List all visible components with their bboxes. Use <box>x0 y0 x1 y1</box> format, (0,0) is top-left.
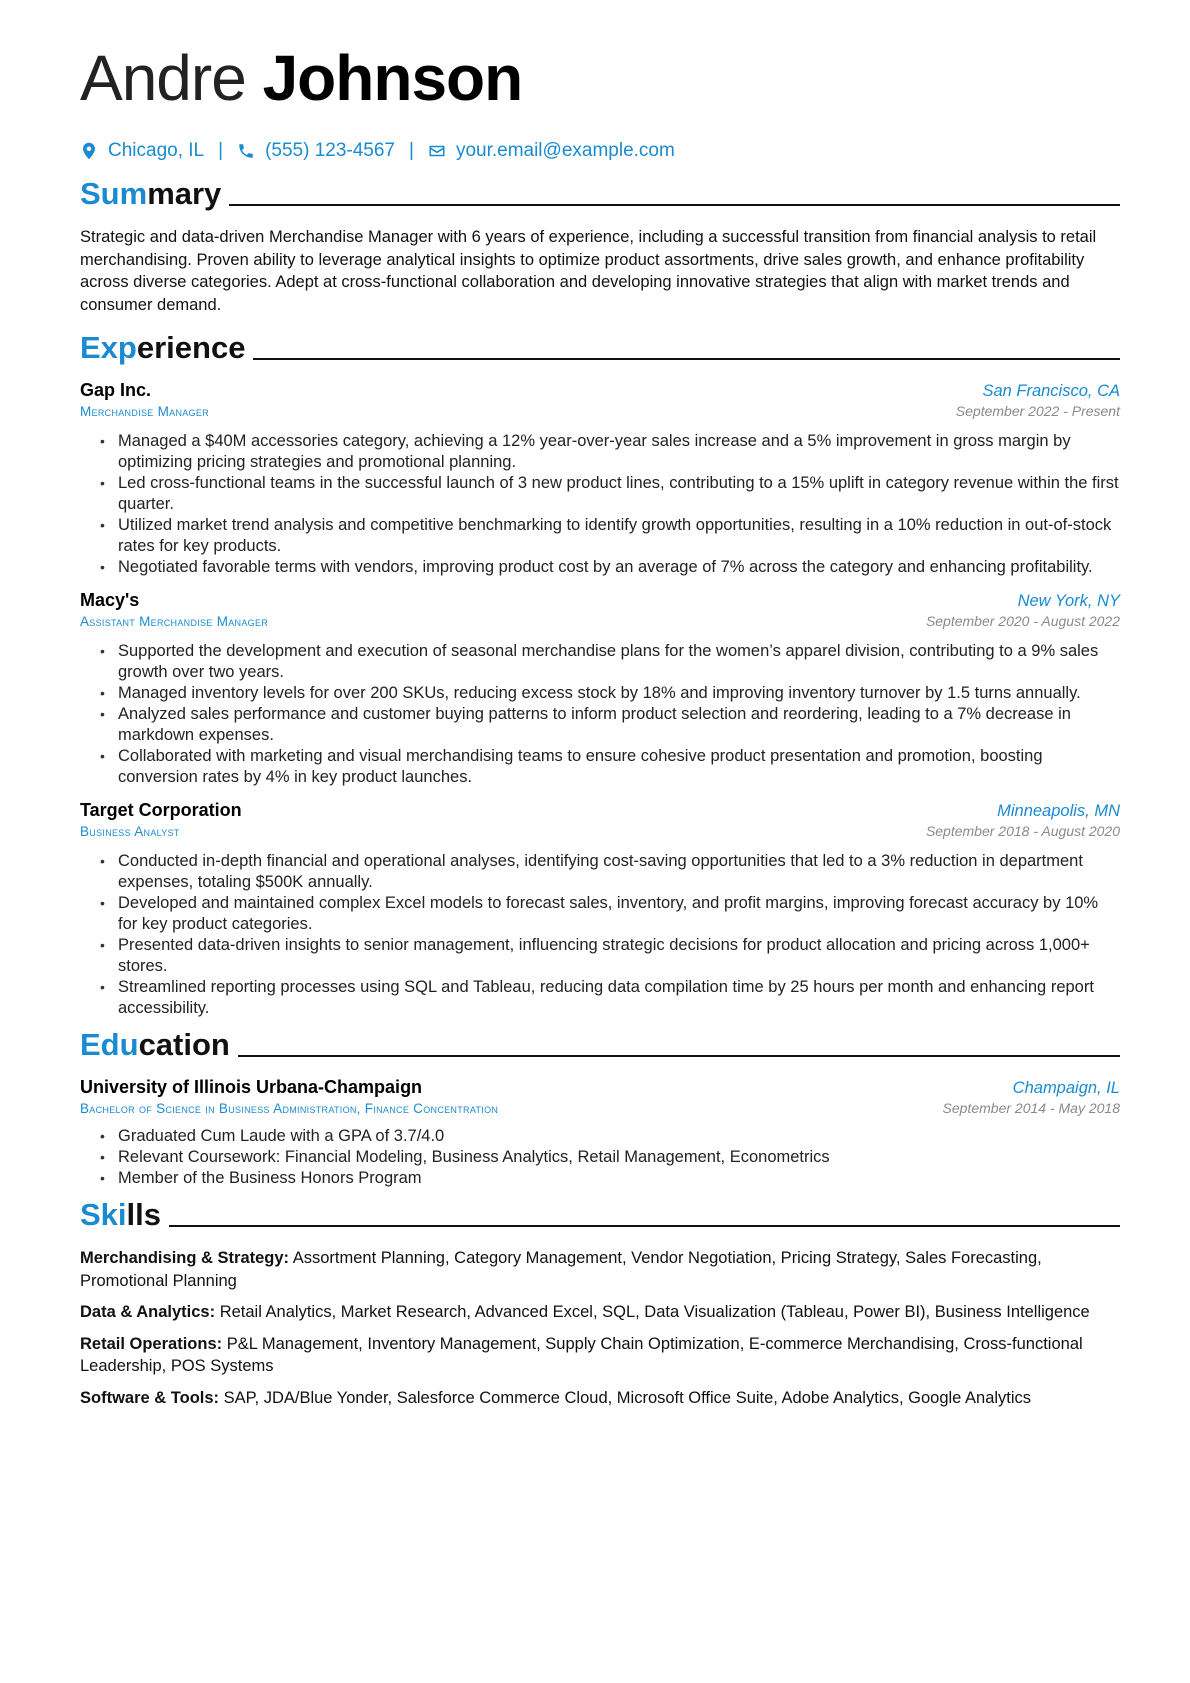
list-item: • Managed a $40M accessories category, achieving a 12% year-over-year sales increase and a 5% improvement in gross margin by optimizing pricing strategies and promotional planning. <box>100 431 1120 473</box>
skill-group <box>80 1387 1120 1410</box>
phone-text: (555) 123-4567 <box>265 140 395 161</box>
list-item: • Analyzed sales performance and customer buying patterns to inform product selection and reordering, leading to a 7% decrease in markdown expenses. <box>100 704 1120 746</box>
list-item: • Collaborated with marketing and visual merchandising teams to ensure cohesive product presentation and promotion, boosting conversion rates by 4% in key product launches. <box>100 746 1120 788</box>
company-name: Gap Inc. <box>80 380 152 400</box>
job-entry <box>80 590 1120 788</box>
job-title: Business Analyst <box>80 824 180 839</box>
section-rule <box>238 1055 1120 1057</box>
education-entry <box>80 1077 1120 1189</box>
phone-icon <box>237 142 255 160</box>
list-item: • Relevant Coursework: Financial Modeling, Business Analytics, Retail Management, Econometrics <box>100 1147 1120 1168</box>
skill-group <box>80 1301 1120 1324</box>
map-pin-icon <box>80 142 98 160</box>
education-heading <box>80 1025 1120 1065</box>
company-name: Target Corporation <box>80 800 242 820</box>
degree: Bachelor of Science in Business Administration, Finance Concentration <box>80 1101 499 1116</box>
list-item: • Member of the Business Honors Program <box>100 1168 1120 1189</box>
skill-label: Software & Tools: <box>80 1388 220 1407</box>
list-item: • Led cross-functional teams in the successful launch of 3 new product lines, contributing to a 15% uplift in category revenue within the first quarter. <box>100 473 1120 515</box>
job-location: San Francisco, CA <box>982 382 1120 400</box>
job-bullets <box>80 431 1120 578</box>
list-item: • Conducted in-depth financial and operational analyses, identifying cost-saving opportunities that led to a 3% reduction in department expenses, totaling $500K annually. <box>100 851 1120 893</box>
skills-heading <box>80 1195 1120 1235</box>
skill-label: Retail Operations: <box>80 1334 223 1353</box>
contact-phone[interactable] <box>237 140 395 162</box>
company-name: Macy's <box>80 590 140 610</box>
skill-label: Data & Analytics: <box>80 1303 216 1321</box>
section-title: Education <box>80 1027 230 1062</box>
section-title: Skills <box>80 1197 161 1232</box>
email-text: your.email@example.com <box>455 140 675 161</box>
experience-heading <box>80 328 1120 368</box>
job-bullets <box>80 641 1120 788</box>
job-location: Minneapolis, MN <box>997 802 1120 820</box>
education-bullets <box>80 1126 1120 1189</box>
contact-location <box>80 140 204 162</box>
location-text: Chicago, IL <box>108 140 205 161</box>
section-title: Experience <box>80 330 246 365</box>
contact-separator: | <box>218 140 224 161</box>
list-item: • Utilized market trend analysis and competitive benchmarking to identify growth opportunities, resulting in a 10% reduction in out-of-stock rates for key products. <box>100 515 1120 557</box>
school-location: Champaign, IL <box>1012 1079 1120 1097</box>
list-item: • Supported the development and execution of seasonal merchandise plans for the women’s apparel division, contributing to a 9% sales growth over two years. <box>100 641 1120 683</box>
skill-list: Retail Analytics, Market Research, Advanced Excel, SQL, Data Visualization (Tableau, Power BI), Business Intelligence <box>219 1303 1090 1321</box>
contact-email[interactable] <box>428 140 675 162</box>
contact-line <box>80 136 1120 166</box>
envelope-icon <box>428 142 446 160</box>
list-item: • Negotiated favorable terms with vendors, improving product cost by an average of 7% across the category and enhancing profitability. <box>100 557 1120 578</box>
list-item: • Managed inventory levels for over 200 SKUs, reducing excess stock by 18% and improving inventory turnover by 1.5 turns annually. <box>100 683 1120 704</box>
skill-group <box>80 1247 1120 1292</box>
job-title: Merchandise Manager <box>80 404 209 419</box>
summary-text: Strategic and data-driven Merchandise Manager with 6 years of experience, including a successful transition from financial analysis to retail merchandising. Proven ability to leverage analytical insights to optimize product assortments, drive sales growth, and enhance profitability across diverse categories. Adept at cross-functional collaboration and developing innovative strategies that align with market trends and consumer demand. <box>80 228 1097 314</box>
job-entry <box>80 380 1120 578</box>
skill-list: P&L Management, Inventory Management, Supply Chain Optimization, E-commerce Merchandising, Cross-functional Leadership, POS Systems <box>80 1334 1083 1375</box>
job-dates: September 2020 - August 2022 <box>925 613 1120 629</box>
job-dates: September 2018 - August 2020 <box>925 823 1120 839</box>
skill-group <box>80 1333 1120 1378</box>
skill-label: Merchandising & Strategy: <box>80 1249 290 1267</box>
last-name: Johnson <box>262 42 523 114</box>
section-rule <box>229 204 1120 206</box>
list-item: • Graduated Cum Laude with a GPA of 3.7/4.0 <box>100 1126 1120 1147</box>
candidate-name <box>80 38 1120 118</box>
list-item: • Streamlined reporting processes using SQL and Tableau, reducing data compilation time by 25 hours per month and enhancing report accessibility. <box>100 977 1120 1019</box>
job-location: New York, NY <box>1017 592 1120 610</box>
list-item: • Presented data-driven insights to senior management, influencing strategic decisions for product allocation and pricing across 1,000+ stores. <box>100 935 1120 977</box>
skill-list: SAP, JDA/Blue Yonder, Salesforce Commerce Cloud, Microsoft Office Suite, Adobe Analytics, Google Analytics <box>223 1388 1032 1407</box>
education-dates: September 2014 - May 2018 <box>942 1100 1120 1116</box>
job-dates: September 2022 - Present <box>955 403 1120 419</box>
section-rule <box>169 1225 1120 1227</box>
job-entry <box>80 800 1120 1019</box>
skill-list: Assortment Planning, Category Management, Vendor Negotiation, Pricing Strategy, Sales Forecasting, Promotional Planning <box>80 1249 1042 1290</box>
school-name: University of Illinois Urbana-Champaign <box>80 1077 423 1097</box>
section-rule <box>253 358 1120 360</box>
job-bullets <box>80 851 1120 1019</box>
job-title: Assistant Merchandise Manager <box>80 614 269 629</box>
contact-separator: | <box>409 140 414 161</box>
first-name: Andre <box>80 42 246 114</box>
section-title: Summary <box>80 176 222 211</box>
summary-heading <box>80 174 1120 214</box>
list-item: • Developed and maintained complex Excel models to forecast sales, inventory, and profit margins, improving forecast accuracy by 10% for key product categories. <box>100 893 1120 935</box>
